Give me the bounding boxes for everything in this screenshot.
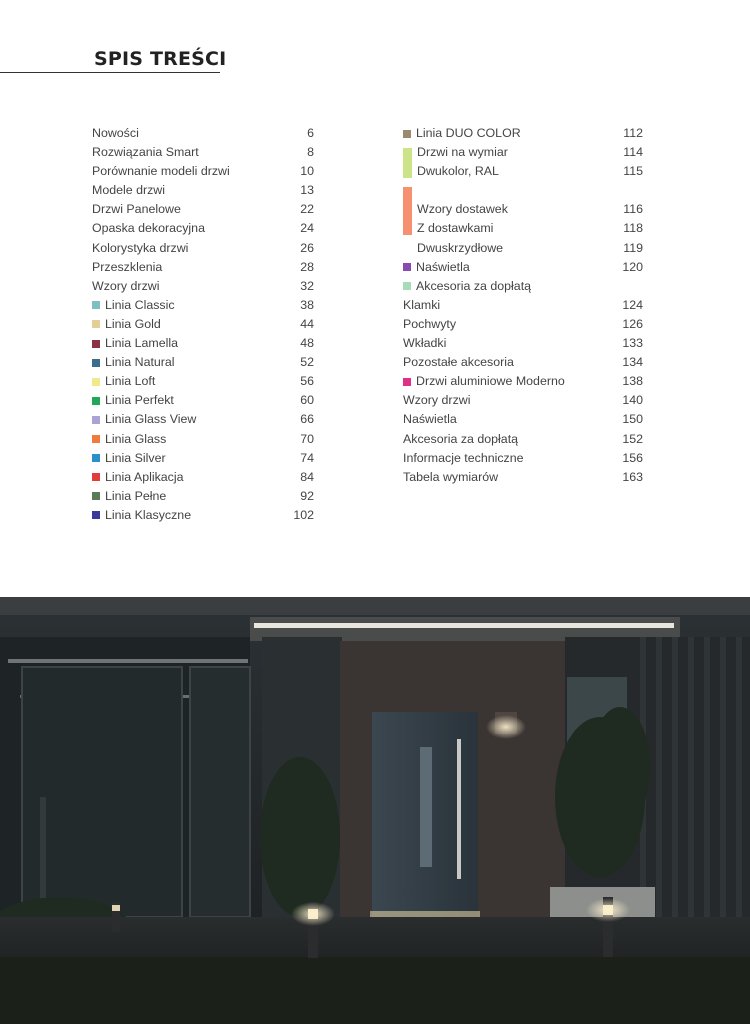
toc-left-label: Linia Klasyczne: [105, 507, 192, 522]
toc-right-row[interactable]: [403, 449, 643, 468]
toc-right-label: Wzory dostawek: [417, 202, 508, 217]
toc-left-page-number: 84: [300, 469, 314, 484]
toc-left-row[interactable]: [92, 296, 314, 315]
toc-right-row[interactable]: [403, 239, 643, 258]
toc-right-page-number: 133: [622, 336, 643, 351]
toc-left-row[interactable]: [92, 239, 314, 258]
toc-left-page-number: 22: [300, 202, 314, 217]
toc-left-row[interactable]: [92, 353, 314, 372]
toc-left-label: Modele drzwi: [92, 183, 165, 198]
toc-right-label: Akcesoria za dopłatą: [403, 431, 519, 446]
toc-left-row[interactable]: [92, 315, 314, 334]
toc-left-row[interactable]: [92, 124, 314, 143]
color-swatch-icon: [92, 454, 100, 462]
page-title: SPIS TREŚCI: [94, 48, 227, 70]
toc-right-page-number: 124: [622, 297, 643, 312]
toc-left-row[interactable]: [92, 219, 314, 238]
title-underline: [0, 72, 220, 73]
toc-left-page-number: 52: [300, 355, 314, 370]
toc-left-label: Linia Glass: [105, 431, 167, 446]
color-swatch-icon: [92, 511, 100, 519]
color-swatch-icon: [92, 397, 100, 405]
toc-left-page-number: 13: [300, 183, 314, 198]
toc-right-label: Tabela wymiarów: [403, 469, 499, 484]
color-swatch-icon: [403, 282, 411, 290]
toc-left-page-number: 10: [300, 164, 314, 179]
toc-right-page-number: 134: [622, 355, 643, 370]
toc-right-label: Linia DUO COLOR: [416, 126, 521, 140]
color-swatch-icon: [92, 492, 100, 500]
toc-right-row[interactable]: [403, 315, 643, 334]
night-house-entrance-image: [0, 597, 750, 1024]
toc-right-page-number: 150: [622, 412, 643, 427]
toc-column-left: [92, 124, 314, 525]
color-swatch-icon: [92, 359, 100, 367]
duo-color-bar-2: [403, 187, 412, 235]
toc-left-page-number: 60: [300, 393, 314, 408]
toc-left-label: Linia Silver: [105, 450, 166, 465]
color-swatch-icon: [403, 378, 411, 386]
toc-left-label: Linia Gold: [105, 316, 161, 331]
color-swatch-icon: [92, 473, 100, 481]
toc-left-page-number: 38: [300, 297, 314, 312]
toc-left-label: Linia Natural: [105, 355, 175, 370]
toc-right-label: Dwukolor, RAL: [417, 164, 499, 179]
toc-left-row[interactable]: [92, 449, 314, 468]
toc-left-row[interactable]: [92, 258, 314, 277]
toc-left-row[interactable]: [92, 181, 314, 200]
toc-left-page-number: 28: [300, 259, 314, 274]
toc-right-row[interactable]: [403, 468, 643, 487]
toc-right-page-number: 119: [623, 240, 643, 255]
toc-right-page-number: 112: [623, 126, 643, 140]
toc-left-page-number: 56: [300, 374, 314, 389]
toc-right-row[interactable]: [403, 219, 643, 238]
toc-right-label: Akcesoria za dopłatą: [416, 278, 532, 293]
toc-right-row[interactable]: [403, 430, 643, 449]
toc-left-label: Linia Lamella: [105, 336, 179, 351]
color-swatch-icon: [92, 416, 100, 424]
toc-right-page-number: 140: [622, 393, 643, 408]
toc-left-label: Linia Glass View: [105, 412, 197, 427]
toc-left-page-number: 44: [300, 316, 314, 331]
toc-left-page-number: 66: [300, 412, 314, 427]
toc-right-label: Wzory drzwi: [403, 393, 471, 408]
toc-right-label: Z dostawkami: [417, 221, 494, 236]
toc-right-page-number: 118: [623, 221, 643, 236]
toc-right-row[interactable]: [403, 277, 643, 296]
color-swatch-icon: [92, 320, 100, 328]
toc-left-label: Drzwi Panelowe: [92, 202, 181, 217]
toc-left-row[interactable]: [92, 334, 314, 353]
toc-right-label: Drzwi na wymiar: [417, 145, 508, 160]
toc-right-row[interactable]: [403, 124, 643, 143]
toc-right-row[interactable]: [403, 334, 643, 353]
toc-left-page-number: 24: [300, 221, 314, 236]
toc-right-row[interactable]: [403, 372, 643, 391]
toc-right-row[interactable]: [403, 258, 643, 277]
toc-right-page-number: 163: [622, 469, 643, 484]
toc-right-row[interactable]: [403, 162, 643, 181]
toc-left-page-number: 102: [293, 507, 314, 522]
toc-left-row[interactable]: [92, 391, 314, 410]
toc-right-page-number: 115: [623, 164, 643, 179]
toc-right-page-number: 152: [622, 431, 643, 446]
toc-left-page-number: 32: [300, 278, 314, 293]
toc-left-label: Nowości: [92, 126, 139, 140]
toc-left-row[interactable]: [92, 430, 314, 449]
toc-left-page-number: 48: [300, 336, 314, 351]
toc-right-label: Naświetla: [403, 412, 457, 427]
toc-left-label: Rozwiązania Smart: [92, 145, 199, 160]
toc-right-row[interactable]: [403, 296, 643, 315]
toc-right-row[interactable]: [403, 410, 643, 429]
toc-left-row[interactable]: [92, 372, 314, 391]
toc-left-row[interactable]: [92, 277, 314, 296]
toc-column-right: [403, 124, 643, 487]
toc-right-label: Klamki: [403, 297, 441, 312]
toc-left-page-number: 74: [300, 450, 314, 465]
toc-left-label: Opaska dekoracyjna: [92, 221, 205, 236]
toc-left-row[interactable]: [92, 468, 314, 487]
toc-left-label: Wzory drzwi: [92, 278, 160, 293]
color-swatch-icon: [92, 435, 100, 443]
toc-right-row[interactable]: [403, 181, 643, 200]
toc-right-row[interactable]: [403, 391, 643, 410]
toc-right-row[interactable]: [403, 353, 643, 372]
toc-right-label: Dwuskrzydłowe: [417, 240, 504, 255]
toc-left-label: Przeszklenia: [92, 259, 163, 274]
toc-left-page-number: 92: [300, 488, 314, 503]
toc-left-label: Porównanie modeli drzwi: [92, 164, 230, 179]
toc-left-page-number: 26: [300, 240, 314, 255]
toc-right-page-number: 114: [623, 145, 643, 160]
color-swatch-icon: [403, 130, 411, 138]
toc-left-row[interactable]: [92, 200, 314, 219]
toc-left-page-number: 6: [307, 126, 314, 140]
duo-color-bar-1: [403, 148, 412, 178]
toc-left-row[interactable]: [92, 410, 314, 429]
toc-left-label: Linia Loft: [105, 374, 156, 389]
toc-right-page-number: 138: [622, 374, 643, 389]
toc-right-page-number: 116: [623, 202, 643, 217]
toc-right-label: Informacje techniczne: [403, 450, 524, 465]
color-swatch-icon: [403, 263, 411, 271]
toc-left-label: Linia Pełne: [105, 488, 167, 503]
toc-left-label: Linia Perfekt: [105, 393, 174, 408]
toc-right-page-number: 120: [622, 259, 643, 274]
toc-right-page-number: 126: [622, 316, 643, 331]
toc-left-row[interactable]: [92, 506, 314, 525]
toc-right-label: Wkładki: [403, 336, 447, 351]
toc-right-label: Drzwi aluminiowe Moderno: [416, 374, 565, 389]
toc-right-row[interactable]: [403, 143, 643, 162]
toc-left-label: Kolorystyka drzwi: [92, 240, 189, 255]
toc-left-row[interactable]: [92, 487, 314, 506]
color-swatch-icon: [92, 340, 100, 348]
toc-left-label: Linia Aplikacja: [105, 469, 184, 484]
toc-right-row[interactable]: [403, 200, 643, 219]
hero-photo: [0, 597, 750, 1024]
toc-right-label: Pozostałe akcesoria: [403, 355, 514, 370]
toc-right-label: Pochwyty: [403, 316, 457, 331]
color-swatch-icon: [92, 378, 100, 386]
color-swatch-icon: [92, 301, 100, 309]
toc-left-row[interactable]: [92, 143, 314, 162]
toc-left-page-number: 70: [300, 431, 314, 446]
toc-right-page-number: 156: [622, 450, 643, 465]
toc-left-label: Linia Classic: [105, 297, 175, 312]
toc-left-row[interactable]: [92, 162, 314, 181]
toc-right-label: Naświetla: [416, 259, 470, 274]
toc-left-page-number: 8: [307, 145, 314, 160]
